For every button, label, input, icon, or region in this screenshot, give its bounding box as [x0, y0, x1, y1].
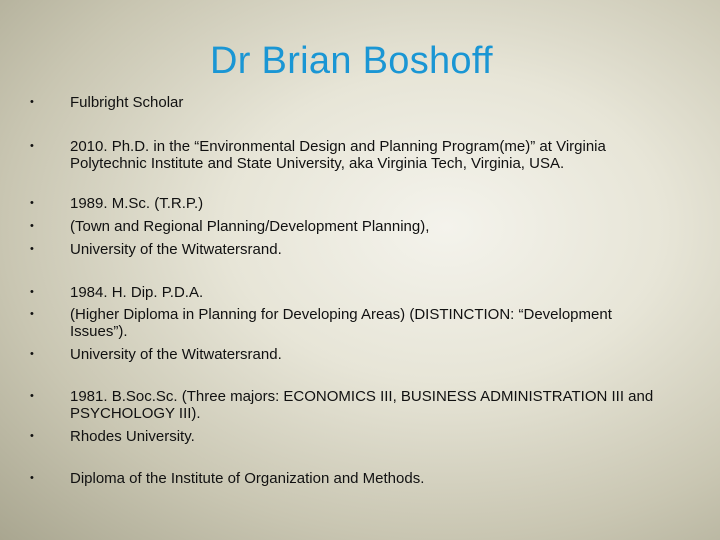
list-item-phd: 2010. Ph.D. in the “Environmental Design and Planning Program(me)” at Virginia: [70, 138, 606, 155]
bullet: •: [30, 390, 34, 402]
list-item-msc-university: University of the Witwatersrand.: [70, 241, 282, 258]
list-item-hdip: 1984. H. Dip. P.D.A.: [70, 284, 204, 301]
list-item-bsocsc: 1981. B.Soc.Sc. (Three majors: ECONOMICS III, BUSINESS ADMINISTRATION III and: [70, 388, 654, 405]
bullet: •: [30, 220, 34, 232]
list-item-msc: 1989. M.Sc. (T.R.P.): [70, 195, 204, 212]
list-item-msc-field: (Town and Regional Planning/Development Planning),: [70, 218, 430, 235]
list-item-diploma: Diploma of the Institute of Organization and Methods.: [70, 470, 425, 487]
bullet: •: [30, 243, 34, 255]
bullet: •: [30, 308, 34, 320]
bullet: •: [30, 286, 34, 298]
list-item-fulbright: Fulbright Scholar: [70, 94, 184, 111]
bullet: •: [30, 348, 34, 360]
list-item-phd-cont: Polytechnic Institute and State University, aka Virginia Tech, Virginia, USA.: [70, 155, 565, 172]
list-item-hdip-university: University of the Witwatersrand.: [70, 346, 282, 363]
bullet: •: [30, 96, 34, 108]
bullet: •: [30, 430, 34, 442]
bullet: •: [30, 197, 34, 209]
list-item-bsocsc-cont: PSYCHOLOGY III).: [70, 405, 201, 422]
list-item-hdip-field-cont: Issues”).: [70, 323, 128, 340]
bullet: •: [30, 472, 34, 484]
list-item-bsocsc-university: Rhodes University.: [70, 428, 195, 445]
bullet: •: [30, 140, 34, 152]
page-title: Dr Brian Boshoff: [210, 40, 493, 82]
list-item-hdip-field: (Higher Diploma in Planning for Developing Areas) (DISTINCTION: “Development: [70, 306, 612, 323]
